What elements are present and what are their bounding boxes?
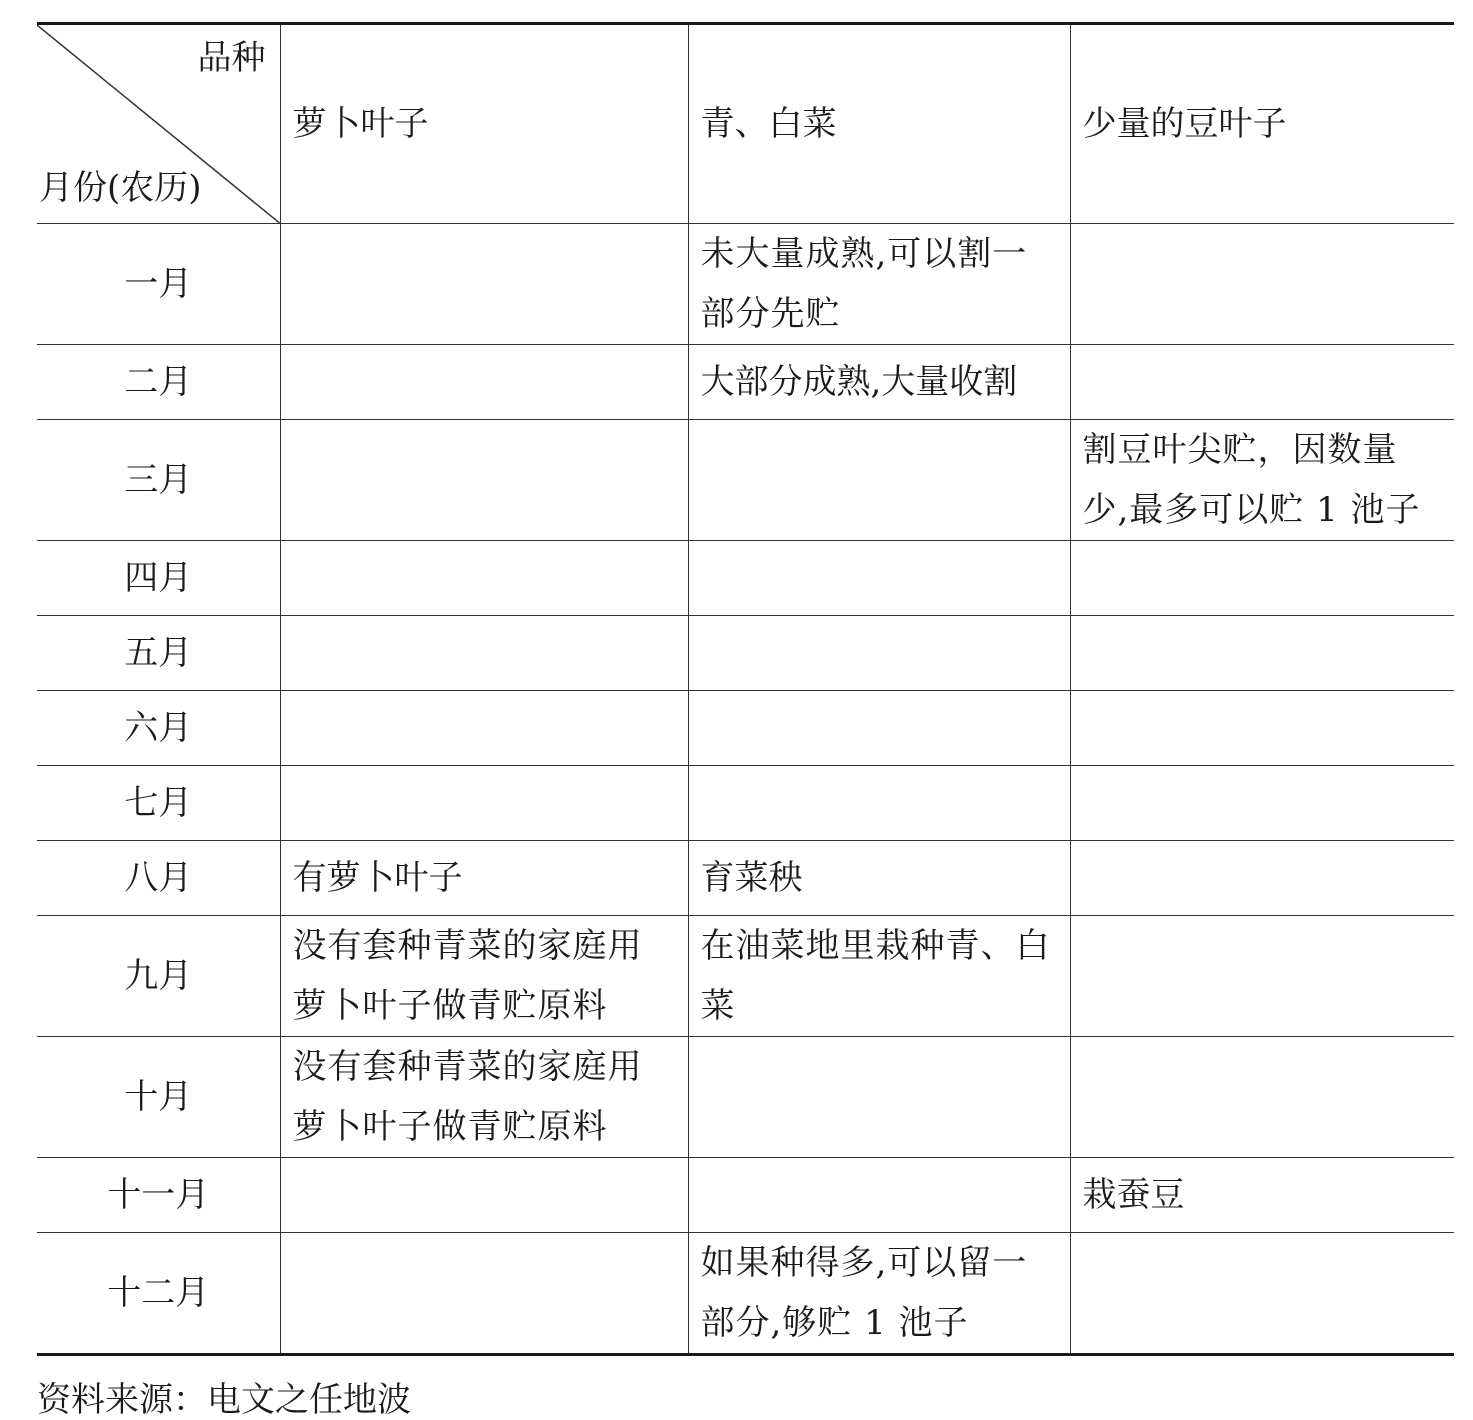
column-header-radish-leaves: 萝卜叶子 bbox=[280, 24, 688, 224]
table-row bbox=[37, 1233, 1454, 1355]
table-row bbox=[37, 1037, 1454, 1158]
table-cell bbox=[688, 691, 1070, 766]
source-note: 资料来源：电文之任地波 bbox=[37, 1380, 411, 1420]
table-row bbox=[37, 616, 1454, 691]
table-cell: 割豆叶尖贮，因数量 少,最多可以贮 1 池子 bbox=[1070, 420, 1454, 541]
table-cell bbox=[688, 1158, 1070, 1233]
table-cell bbox=[1070, 224, 1454, 345]
table-cell: 未大量成熟,可以割一 部分先贮 bbox=[688, 224, 1070, 345]
table-row bbox=[37, 1158, 1454, 1233]
month-cell: 五月 bbox=[37, 616, 280, 691]
table-cell bbox=[280, 1158, 688, 1233]
table-row bbox=[37, 345, 1454, 420]
table-row bbox=[37, 766, 1454, 841]
table-cell: 如果种得多,可以留一 部分,够贮 1 池子 bbox=[688, 1233, 1070, 1355]
table-cell bbox=[688, 766, 1070, 841]
table-row bbox=[37, 224, 1454, 345]
table-row bbox=[37, 691, 1454, 766]
crop-schedule-table bbox=[37, 22, 1454, 1356]
month-cell: 八月 bbox=[37, 841, 280, 916]
table-cell: 有萝卜叶子 bbox=[280, 841, 688, 916]
table-cell: 栽蚕豆 bbox=[1070, 1158, 1454, 1233]
table-cell bbox=[280, 691, 688, 766]
month-cell: 七月 bbox=[37, 766, 280, 841]
column-header-greens: 青、白菜 bbox=[688, 24, 1070, 224]
table-cell bbox=[1070, 1037, 1454, 1158]
table-row bbox=[37, 541, 1454, 616]
table-cell bbox=[1070, 345, 1454, 420]
corner-month-label: 月份(农历) bbox=[39, 168, 202, 208]
table-cell bbox=[688, 1037, 1070, 1158]
table-row bbox=[37, 841, 1454, 916]
table-cell bbox=[1070, 616, 1454, 691]
month-cell: 十二月 bbox=[37, 1233, 280, 1355]
table-cell bbox=[688, 616, 1070, 691]
table-cell: 在油菜地里栽种青、白 菜 bbox=[688, 916, 1070, 1037]
table-cell bbox=[280, 345, 688, 420]
table-cell: 没有套种青菜的家庭用 萝卜叶子做青贮原料 bbox=[280, 1037, 688, 1158]
table-cell: 没有套种青菜的家庭用 萝卜叶子做青贮原料 bbox=[280, 916, 688, 1037]
table-cell bbox=[280, 616, 688, 691]
header-row bbox=[37, 24, 1454, 224]
table-cell bbox=[280, 1233, 688, 1355]
table-cell bbox=[688, 541, 1070, 616]
column-header-bean-leaves: 少量的豆叶子 bbox=[1070, 24, 1454, 224]
month-cell: 三月 bbox=[37, 420, 280, 541]
table-cell bbox=[1070, 691, 1454, 766]
table-cell bbox=[1070, 766, 1454, 841]
table-cell bbox=[280, 541, 688, 616]
corner-variety-label: 品种 bbox=[197, 38, 266, 78]
table-cell bbox=[280, 766, 688, 841]
table-cell: 育菜秧 bbox=[688, 841, 1070, 916]
table-cell bbox=[688, 420, 1070, 541]
month-cell: 九月 bbox=[37, 916, 280, 1037]
table-cell bbox=[1070, 541, 1454, 616]
table-cell bbox=[280, 224, 688, 345]
table-row bbox=[37, 916, 1454, 1037]
table-row bbox=[37, 420, 1454, 541]
table-cell bbox=[280, 420, 688, 541]
month-cell: 一月 bbox=[37, 224, 280, 345]
month-cell: 十一月 bbox=[37, 1158, 280, 1233]
table-cell: 大部分成熟,大量收割 bbox=[688, 345, 1070, 420]
table-cell bbox=[1070, 1233, 1454, 1355]
table-cell bbox=[1070, 916, 1454, 1037]
month-cell: 六月 bbox=[37, 691, 280, 766]
corner-header-cell bbox=[37, 24, 280, 224]
month-cell: 十月 bbox=[37, 1037, 280, 1158]
table-cell bbox=[1070, 841, 1454, 916]
month-cell: 四月 bbox=[37, 541, 280, 616]
month-cell: 二月 bbox=[37, 345, 280, 420]
